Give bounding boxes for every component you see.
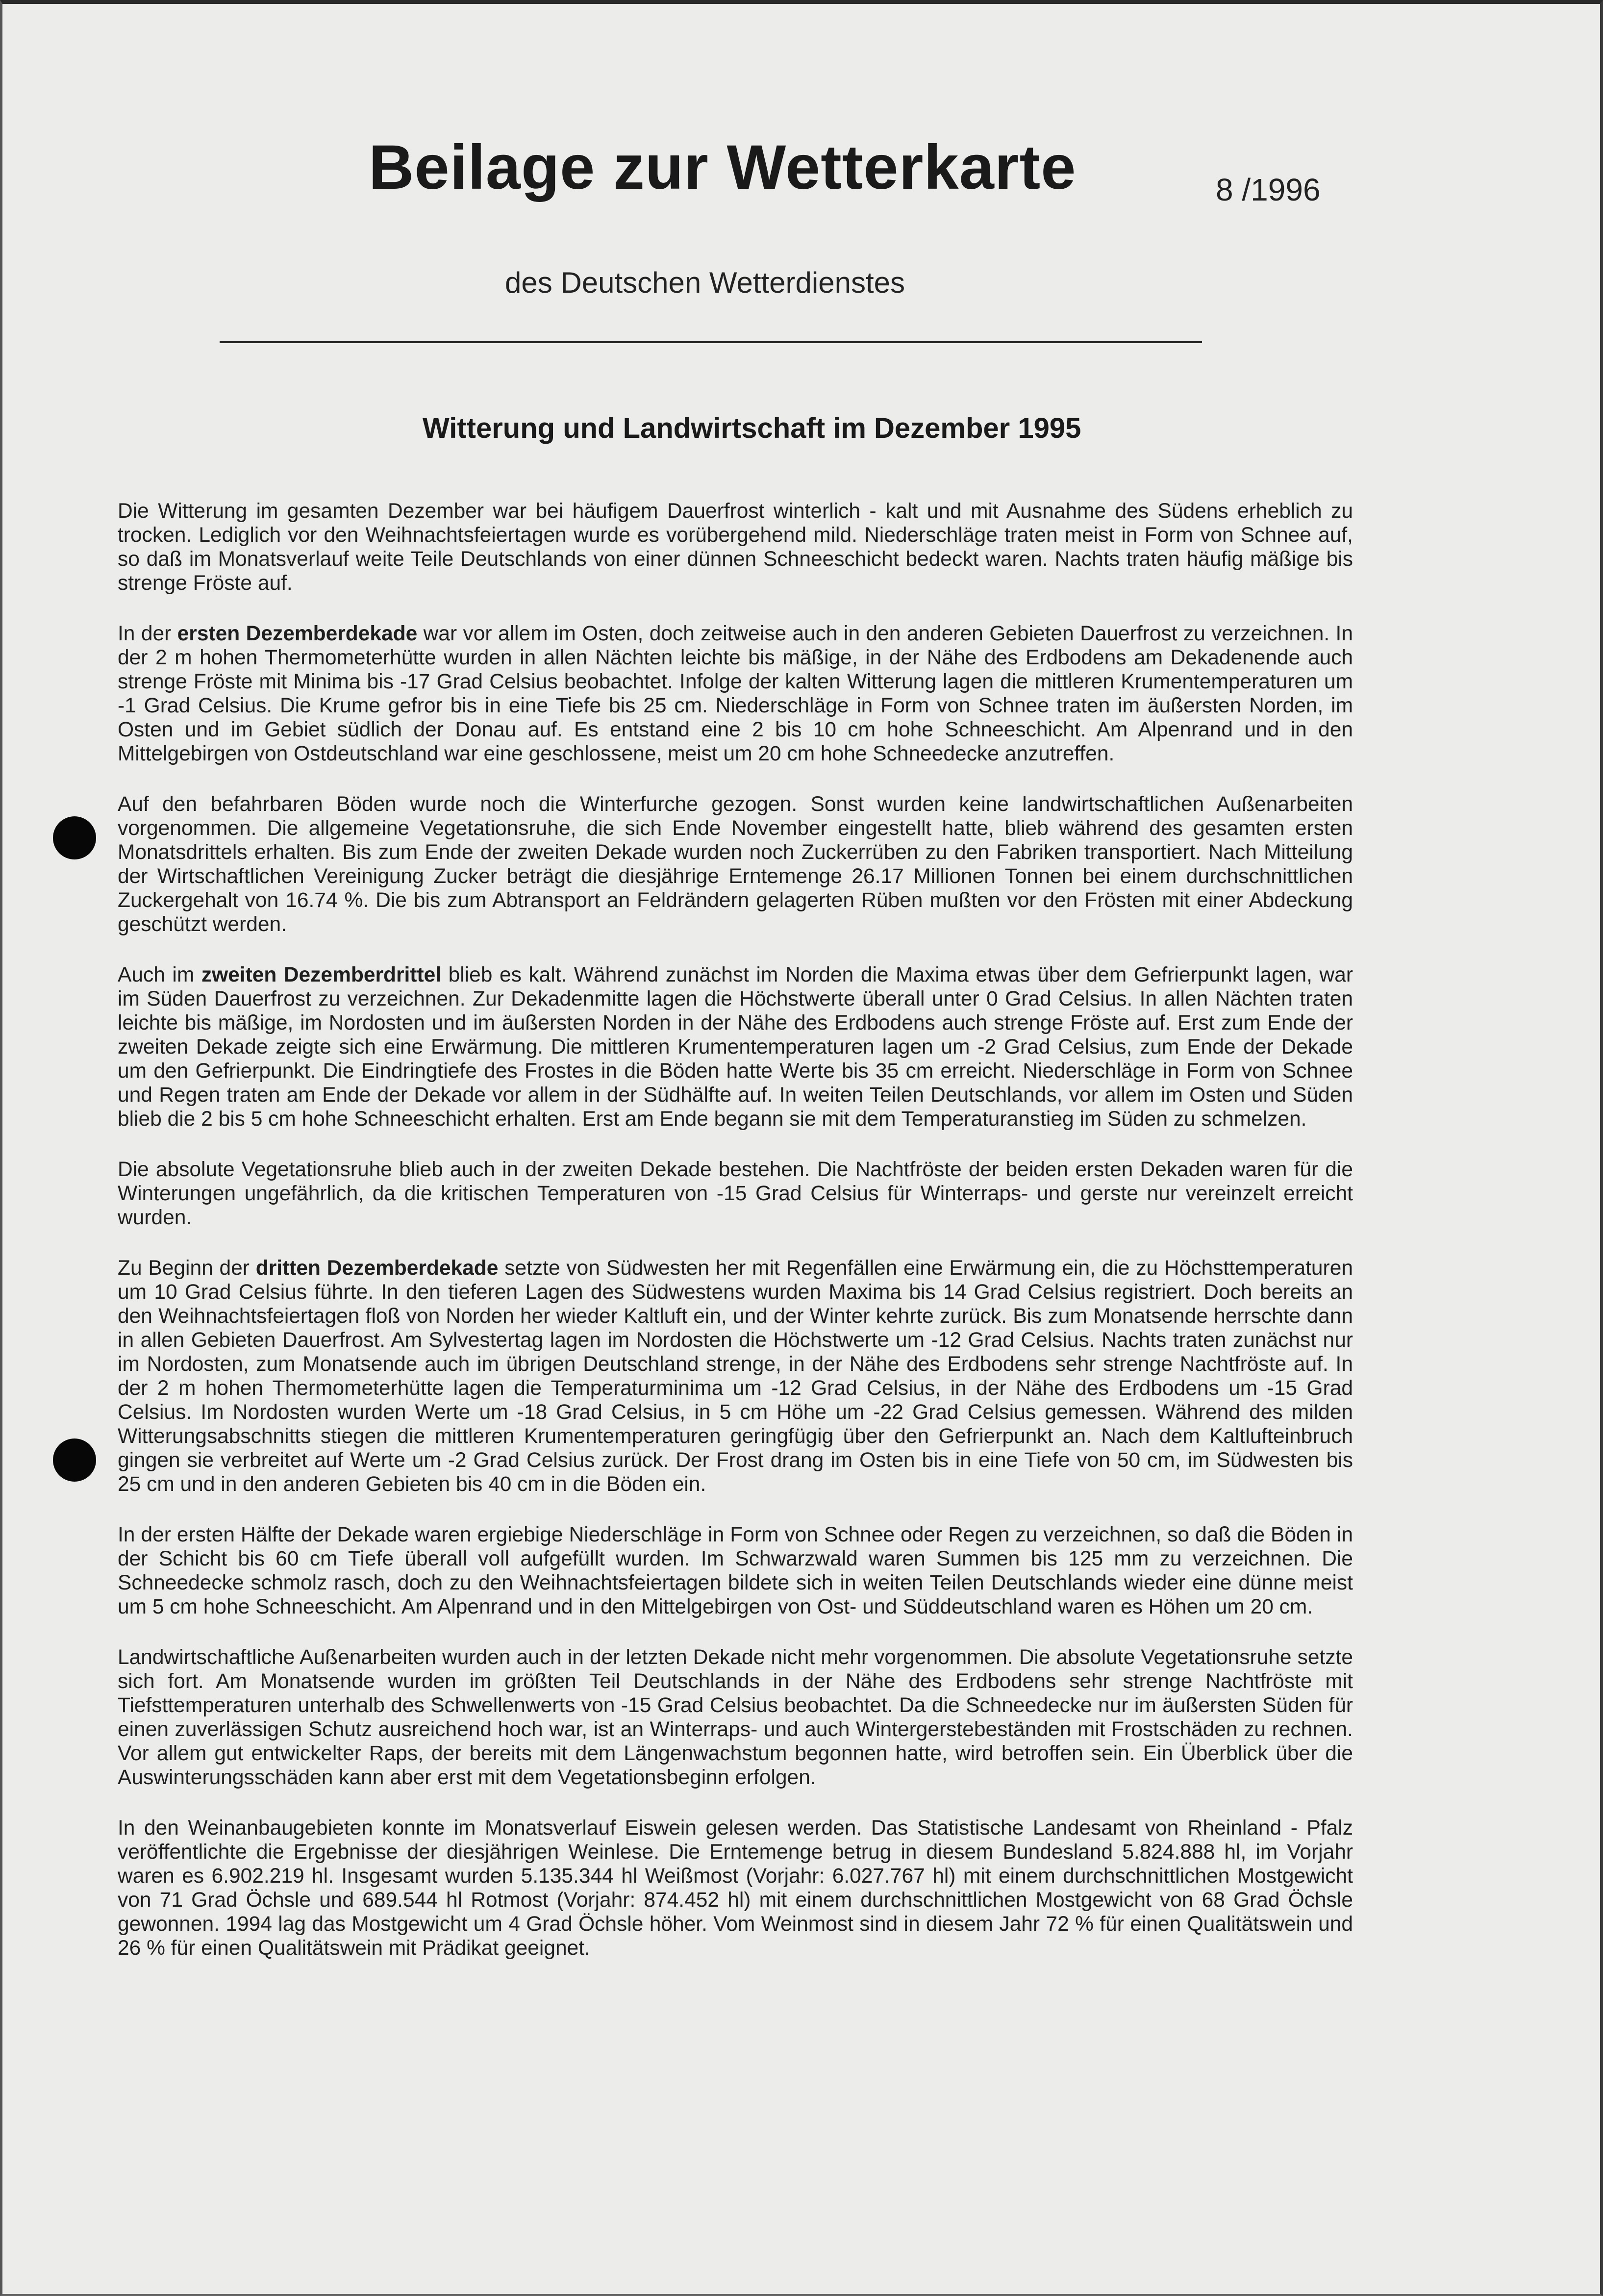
- page-title: Beilage zur Wetterkarte: [369, 132, 1077, 202]
- header-divider: [220, 341, 1202, 343]
- publisher-subtitle: des Deutschen Wetterdienstes: [505, 266, 905, 299]
- paragraph-third-decade: Zu Beginn der dritten Dezemberdekade setzte von Südwesten her mit Regenfällen eine Erwärmung ein, die zu Höchsttemperaturen um 10 Grad Celsius führte. In den tieferen Lagen des Südwestens wurden Maxima bis 14 Grad Celsius registriert. Doch bereits an den Weihnachtsfeiertagen floß von Norden her wieder Kaltluft ein, und der Winter kehrte zurück. Bis zum Monatsende herrschte dann in allen Gebieten Dauerfrost. Am Sylvestertag lagen im Nordosten die Höchstwerte um -12 Grad Celsius. Nachts traten zunächst nur im Nordosten, zum Monatsende auch im übrigen Deutschland strenge, in der Nähe des Erdbodens sehr strenge Nachtfröste auf. In der 2 m hohen Thermometerhütte lagen die Temperaturminima um -12 Grad Celsius, in der Nähe des Erdbodens um -15 Grad Celsius. Im Nordosten wurden Werte um -18 Grad Celsius, in 5 cm Höhe um -22 Grad Celsius gemessen. Während des milden Witterungsabschnitts stiegen die mittleren Krumentemperaturen geringfügig über den Gefrierpunkt an. Nach dem Kaltlufteinbruch gingen sie verbreitet auf Werte um -2 Grad Celsius zurück. Der Frost drang im Osten bis in eine Tiefe von 50 cm, im Südwesten bis 25 cm und in den anderen Gebieten bis 40 cm in die Böden ein.: [118, 1257, 1353, 1496]
- issue-number: 8 /1996: [1216, 172, 1321, 207]
- paragraph-second-decade-agriculture: Die absolute Vegetationsruhe blieb auch in der zweiten Dekade bestehen. Die Nachtfröste der beiden ersten Dekaden waren für die Winterungen ungefährlich, da die kritischen Temperaturen von -15 Grad Celsius für Winterraps- und gerste nur vereinzelt erreicht wurden.: [118, 1158, 1353, 1229]
- emphasis: dritten Dezemberdekade: [255, 1257, 499, 1280]
- paragraph-viticulture: In den Weinanbaugebieten konnte im Monatsverlauf Eiswein gelesen werden. Das Statistische Landesamt von Rheinland - Pfalz veröffentlichte die Ergebnisse der diesjährigen Weinlese. Die Erntemenge betrug in diesem Bundesland 5.824.888 hl, im Vorjahr waren es 6.902.219 hl. Insgesamt wurden 5.135.344 hl Weißmost (Vorjahr: 6.027.767 hl) mit einem durchschnittlichen Mostgewicht von 71 Grad Öchsle und 689.544 hl Rotmost (Vorjahr: 874.452 hl) mit einem durchschnittlichen Mostgewicht von 68 Grad Öchsle gewonnen. 1994 lag das Mostgewicht um 4 Grad Öchsle höher. Vom Weinmost sind in diesem Jahr 72 % für einen Qualitätswein und 26 % für einen Qualitätswein mit Prädikat geeignet.: [118, 1817, 1353, 1960]
- paragraph-second-decade: Auch im zweiten Dezemberdrittel blieb es kalt. Während zunächst im Norden die Maxima etwas über dem Gefrierpunkt lagen, war im Süden Dauerfrost zu verzeichnen. Zur Dekadenmitte lagen die Höchstwerte überall unter 0 Grad Celsius. In allen Nächten traten leichte bis mäßige, im Nordosten und im äußersten Norden in der Nähe des Erdbodens auch strenge Fröste auf. Erst zum Ende der zweiten Dekade zeigte sich eine Erwärmung. Die mittleren Krumentemperaturen lagen um -2 Grad Celsius, zum Ende der Dekade um den Gefrierpunkt. Die Eindringtiefe des Frostes in die Böden hatte Werte bis 35 cm erreicht. Niederschläge in Form von Schnee und Regen traten am Ende der Dekade vor allem in der Südhälfte auf. In weiten Teilen Deutschlands, vor allem im Osten und Süden blieb die 2 bis 5 cm hohe Schneeschicht erhalten. Erst am Ende begann sie mit dem Temperaturanstieg im Süden zu schmelzen.: [118, 963, 1353, 1131]
- paragraph-third-decade-agriculture: Landwirtschaftliche Außenarbeiten wurden auch in der letzten Dekade nicht mehr vorgenommen. Die absolute Vegetationsruhe setzte sich fort. Am Monatsende wurden im größten Teil Deutschlands in der Nähe des Erdbodens sehr strenge Nachtfröste mit Tiefsttemperaturen unterhalb des Schwellenwerts von -15 Grad Celsius beobachtet. Da die Schneedecke nur im äußersten Süden für einen zuverlässigen Schutz ausreichend hoch war, ist an Winterraps- und auch Wintergerstebeständen mit Frostschäden zu rechnen. Vor allem gut entwickelter Raps, der bereits mit dem Längenwachstum begonnen hatte, wird betroffen sein. Ein Überblick über die Auswinterungsschäden kann aber erst mit dem Vegetationsbeginn erfolgen.: [118, 1646, 1353, 1789]
- article-body: [118, 499, 1353, 1987]
- emphasis: ersten Dezemberdekade: [177, 622, 418, 645]
- punch-hole: [53, 816, 96, 859]
- paragraph-first-decade-agriculture: Auf den befahrbaren Böden wurde noch die Winterfurche gezogen. Sonst wurden keine landwirtschaftlichen Außenarbeiten vorgenommen. Die allgemeine Vegetationsruhe, die sich Ende November eingestellt hatte, blieb während des gesamten ersten Monatsdrittels erhalten. Bis zum Ende der zweiten Dekade wurden noch Zuckerrüben zu den Fabriken transportiert. Nach Mitteilung der Wirtschaftlichen Vereinigung Zucker beträgt die diesjährige Erntemenge 26.17 Millionen Tonnen bei einem durchschnittlichen Zuckergehalt von 16.74 %. Die bis zum Abtransport an Feldrändern gelagerten Rüben mußten vor den Frösten mit einer Abdeckung geschützt werden.: [118, 793, 1353, 936]
- emphasis: zweiten Dezemberdrittel: [201, 963, 442, 986]
- punch-hole: [53, 1438, 96, 1482]
- section-title: Witterung und Landwirtschaft im Dezember 1995: [423, 412, 1081, 444]
- paragraph-overview: Die Witterung im gesamten Dezember war bei häufigem Dauerfrost winterlich - kalt und mit Ausnahme des Südens erheblich zu trocken. Lediglich vor den Weihnachtsfeiertagen wurde es vorübergehend mild. Niederschläge traten meist in Form von Schnee auf, so daß im Monatsverlauf weite Teile Deutschlands von einer dünnen Schneeschicht bedeckt waren. Nachts traten häufig mäßige bis strenge Fröste auf.: [118, 500, 1353, 595]
- paragraph-precipitation: In der ersten Hälfte der Dekade waren ergiebige Niederschläge in Form von Schnee oder Regen zu verzeichnen, so daß die Böden in der Schicht bis 60 cm Tiefe überall voll aufgefüllt wurden. Im Schwarzwald waren Summen bis 125 mm zu verzeichnen. Die Schneedecke schmolz rasch, doch zu den Weihnachtsfeiertagen bildete sich in weiten Teilen Deutschlands wieder eine dünne meist um 5 cm hohe Schneeschicht. Am Alpenrand und in den Mittelgebirgen von Ost- und Süddeutschland waren es Höhen um 20 cm.: [118, 1523, 1353, 1618]
- paragraph-first-decade: In der ersten Dezemberdekade war vor allem im Osten, doch zeitweise auch in den anderen Gebieten Dauerfrost zu verzeichnen. In der 2 m hohen Thermometerhütte wurden in allen Nächten leichte bis mäßige, in der Nähe des Erdbodens am Dekadenende auch strenge Fröste mit Minima bis -17 Grad Celsius beobachtet. Infolge der kalten Witterung lagen die mittleren Krumentemperaturen um -1 Grad Celsius. Die Krume gefror bis in eine Tiefe bis 25 cm. Niederschläge in Form von Schnee traten im äußersten Norden, im Osten und im Gebiet südlich der Donau auf. Es entstand eine 2 bis 10 cm hohe Schneeschicht. Am Alpenrand und in den Mittelgebirgen von Ostdeutschland war eine geschlossene, meist um 20 cm hohe Schneedecke anzutreffen.: [118, 622, 1353, 765]
